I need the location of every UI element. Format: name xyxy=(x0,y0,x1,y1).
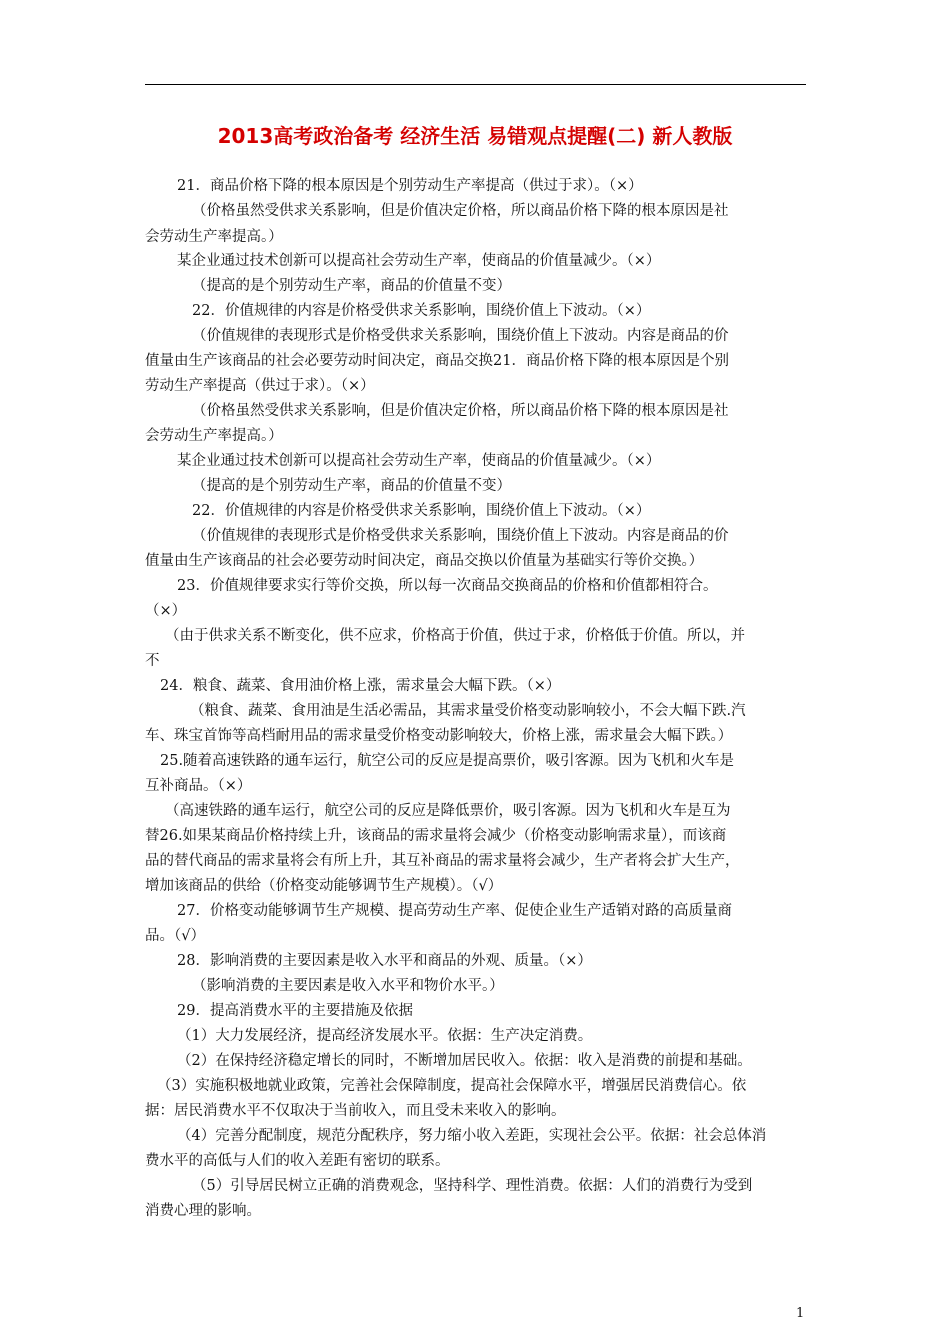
text-line: 值量由生产该商品的社会必要劳动时间决定，商品交换21．商品价格下降的根本原因是个别 xyxy=(145,353,729,369)
text-line: （提高的是个别劳动生产率，商品的价值量不变） xyxy=(192,478,511,494)
text-line: （提高的是个别劳动生产率，商品的价值量不变） xyxy=(192,278,511,294)
text-line: （价值规律的表现形式是价格受供求关系影响，围绕价值上下波动。内容是商品的价 xyxy=(192,528,729,544)
text-line: （影响消费的主要因素是收入水平和物价水平。） xyxy=(192,978,504,994)
document-title: 2013高考政治备考 经济生活 易错观点提醒(二) 新人教版 xyxy=(217,124,733,148)
text-line: 某企业通过技术创新可以提高社会劳动生产率，使商品的价值量减少。（×） xyxy=(177,453,661,469)
text-line: （价值规律的表现形式是价格受供求关系影响，围绕价值上下波动。内容是商品的价 xyxy=(192,328,729,344)
text-line: （5）引导居民树立正确的消费观念，坚持科学、理性消费。依据：人们的消费行为受到 xyxy=(192,1178,753,1194)
text-line: 会劳动生产率提高。） xyxy=(145,229,283,245)
text-line: 增加该商品的供给（价格变动能够调节生产规模）。（√） xyxy=(145,878,503,894)
text-line: 替26.如果某商品价格持续上升，该商品的需求量将会减少（价格变动影响需求量），而该商 xyxy=(145,828,727,844)
text-line: （×） xyxy=(145,603,187,619)
text-line: （价格虽然受供求关系影响，但是价值决定价格，所以商品价格下降的根本原因是社 xyxy=(192,403,729,419)
text-line: 28．影响消费的主要因素是收入水平和商品的外观、质量。（×） xyxy=(177,953,592,969)
text-line: （3）实施积极地就业政策，完善社会保障制度，提高社会保障水平，增强居民消费信心。依 xyxy=(157,1078,747,1094)
text-line: （4）完善分配制度，规范分配秩序，努力缩小收入差距，实现社会公平。依据：社会总体消 xyxy=(177,1128,767,1144)
text-line: （价格虽然受供求关系影响，但是价值决定价格，所以商品价格下降的根本原因是社 xyxy=(192,203,729,219)
page-number: 1 xyxy=(796,1306,805,1321)
text-line: 品的替代商品的需求量将会有所上升，其互补商品的需求量将会减少，生产者将会扩大生产， xyxy=(145,853,740,869)
text-line: 某企业通过技术创新可以提高社会劳动生产率，使商品的价值量减少。（×） xyxy=(177,253,661,269)
text-line: 会劳动生产率提高。） xyxy=(145,428,283,444)
text-line: （高速铁路的通车运行，航空公司的反应是降低票价，吸引客源。因为飞机和火车是互为 xyxy=(165,803,731,819)
text-line: （1）大力发展经济，提高经济发展水平。依据：生产决定消费。 xyxy=(177,1028,593,1044)
text-line: 消费心理的影响。 xyxy=(145,1203,261,1219)
text-line: 22．价值规律的内容是价格受供求关系影响，围绕价值上下波动。（×） xyxy=(192,303,651,319)
text-line: 车、珠宝首饰等高档耐用品的需求量受价格变动影响较大，价格上涨，需求量会大幅下跌。） xyxy=(145,728,733,744)
text-line: 不 xyxy=(145,653,160,669)
text-line: 据：居民消费水平不仅取决于当前收入，而且受未来收入的影响。 xyxy=(145,1103,566,1119)
text-line: 值量由生产该商品的社会必要劳动时间决定，商品交换以价值量为基础实行等价交换。） xyxy=(145,553,704,569)
text-line: 22．价值规律的内容是价格受供求关系影响，围绕价值上下波动。（×） xyxy=(192,503,651,519)
text-line: 27．价格变动能够调节生产规模、提高劳动生产率、促使企业生产适销对路的高质量商 xyxy=(177,903,732,919)
text-line: 24．粮食、蔬菜、食用油价格上涨，需求量会大幅下跌。（×） xyxy=(160,678,561,694)
text-line: 互补商品。（×） xyxy=(145,778,252,794)
text-line: 劳动生产率提高（供过于求）。（×） xyxy=(145,378,375,394)
text-line: 费水平的高低与人们的收入差距有密切的联系。 xyxy=(145,1153,450,1169)
text-line: （2）在保持经济稳定增长的同时，不断增加居民收入。依据：收入是消费的前提和基础。 xyxy=(177,1053,752,1069)
header-rule xyxy=(145,84,806,85)
text-line: （由于供求关系不断变化，供不应求，价格高于价值，供过于求，价格低于价值。所以，并 xyxy=(165,628,745,644)
text-line: 品。（√） xyxy=(145,928,205,944)
text-line: 25.随着高速铁路的通车运行，航空公司的反应是提高票价，吸引客源。因为飞机和火车是 xyxy=(160,753,735,769)
text-line: （粮食、蔬菜、食用油是生活必需品，其需求量受价格变动影响较小，不会大幅下跌.汽 xyxy=(190,703,746,719)
text-line: 23．价值规律要求实行等价交换，所以每一次商品交换商品的价格和价值都相符合。 xyxy=(177,578,718,594)
text-line: 21．商品价格下降的根本原因是个别劳动生产率提高（供过于求）。（×） xyxy=(177,178,643,194)
text-line: 29．提高消费水平的主要措施及依据 xyxy=(177,1003,413,1019)
